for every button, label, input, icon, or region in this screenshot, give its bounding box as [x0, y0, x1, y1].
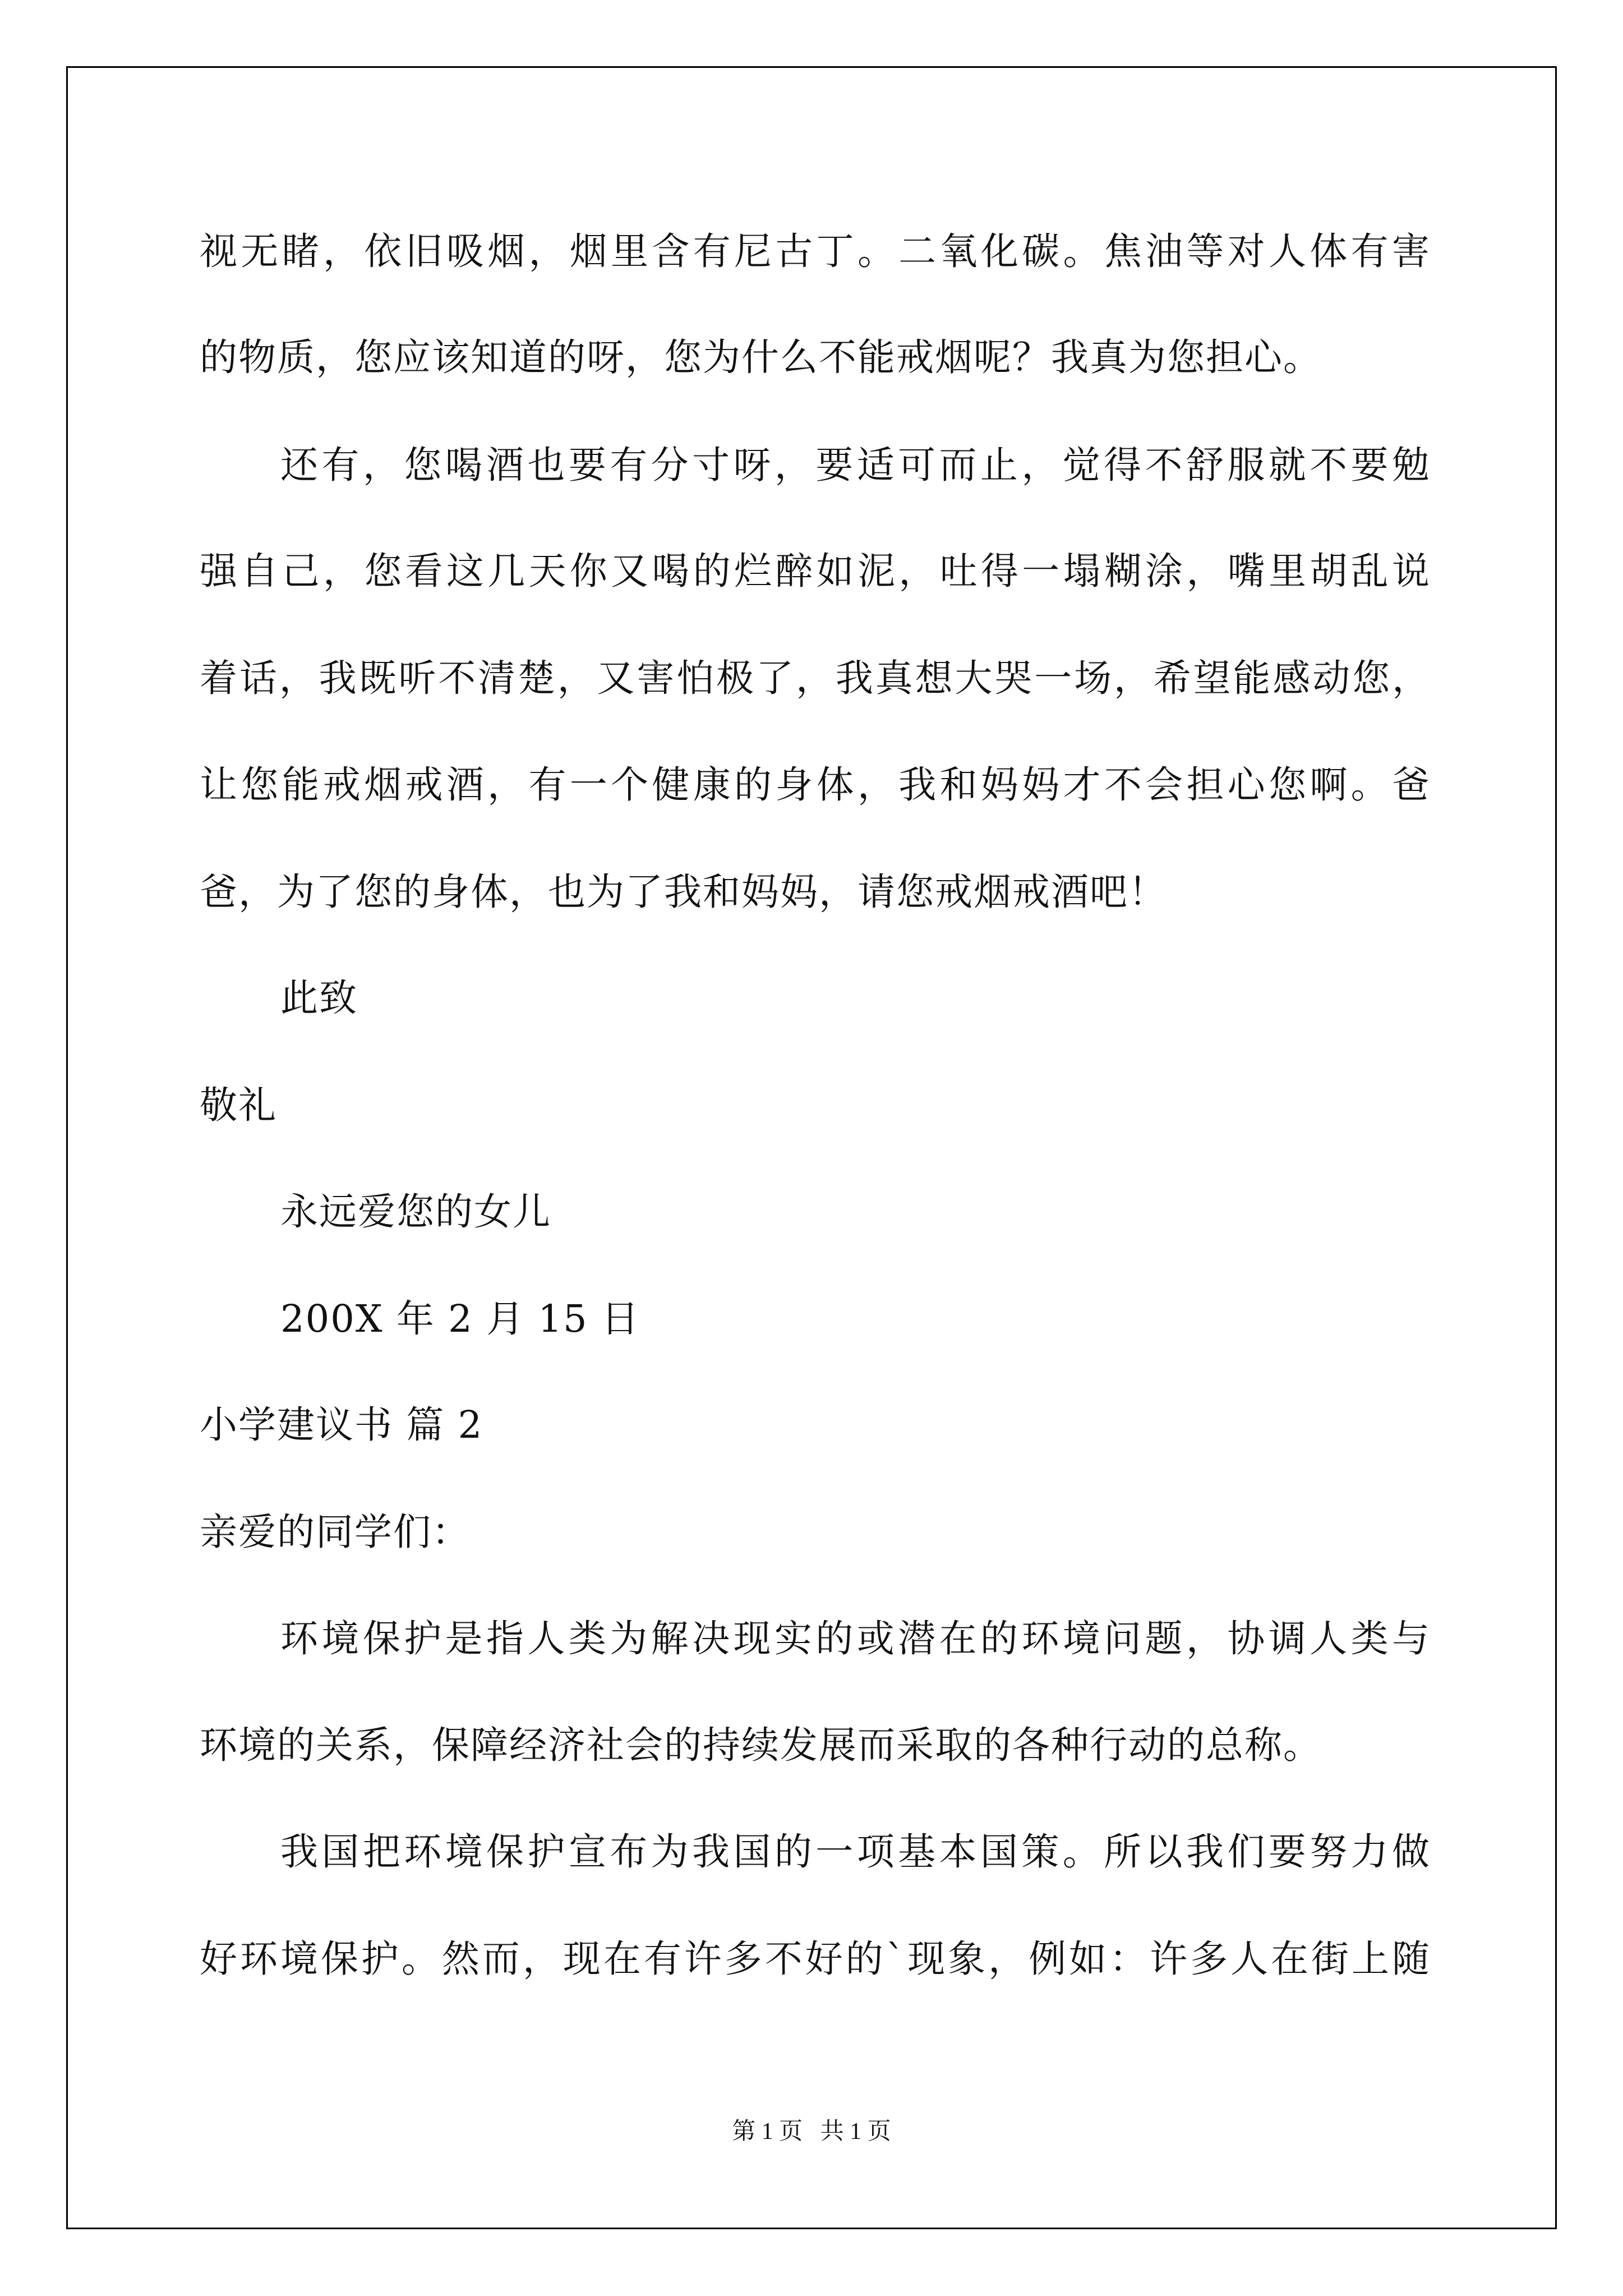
paragraph-line: 让您能戒烟戒酒，有一个健康的身体，我和妈妈才不会担心您啊。爸 — [200, 763, 1430, 807]
page-border — [66, 66, 1557, 2229]
paragraph-line: 强自己，您看这几天你又喝的烂醉如泥，吐得一塌糊涂，嘴里胡乱说 — [200, 549, 1430, 593]
paragraph-line: 我国把环境保护宣布为我国的一项基本国策。所以我们要努力做 — [280, 1830, 1430, 1874]
paragraph-line: 环境保护是指人类为解决现实的或潜在的环境问题，协调人类与 — [280, 1617, 1430, 1660]
paragraph-line: 环境的关系，保障经济社会的持续发展而采取的各种行动的总称。 — [200, 1723, 1322, 1767]
paragraph-line: 视无睹，依旧吸烟，烟里含有尼古丁。二氧化碳。焦油等对人体有害 — [200, 229, 1430, 273]
letter-date: 200X 年 2 月 15 日 — [280, 1297, 640, 1341]
paragraph-line: 的物质，您应该知道的呀，您为什么不能戒烟呢？我真为您担心。 — [200, 335, 1322, 379]
section-heading: 小学建议书 篇 2 — [200, 1403, 483, 1447]
closing-salutation: 此致 — [280, 976, 358, 1020]
paragraph-line: 好环境保护。然而，现在有许多不好的`现象，例如：许多人在街上随 — [200, 1937, 1430, 1981]
paragraph-line: 还有，您喝酒也要有分寸呀，要适可而止，觉得不舒服就不要勉 — [280, 443, 1430, 487]
page-number-footer: 第 1 页 共 1 页 — [732, 2119, 891, 2145]
paragraph-line: 着话，我既听不清楚，又害怕极了，我真想大哭一场，希望能感动您， — [200, 656, 1430, 700]
signature: 永远爱您的女儿 — [280, 1190, 551, 1234]
paragraph-line: 爸，为了您的身体，也为了我和妈妈，请您戒烟戒酒吧！ — [200, 870, 1167, 914]
closing-regards: 敬礼 — [200, 1083, 277, 1127]
greeting: 亲爱的同学们： — [200, 1510, 471, 1554]
